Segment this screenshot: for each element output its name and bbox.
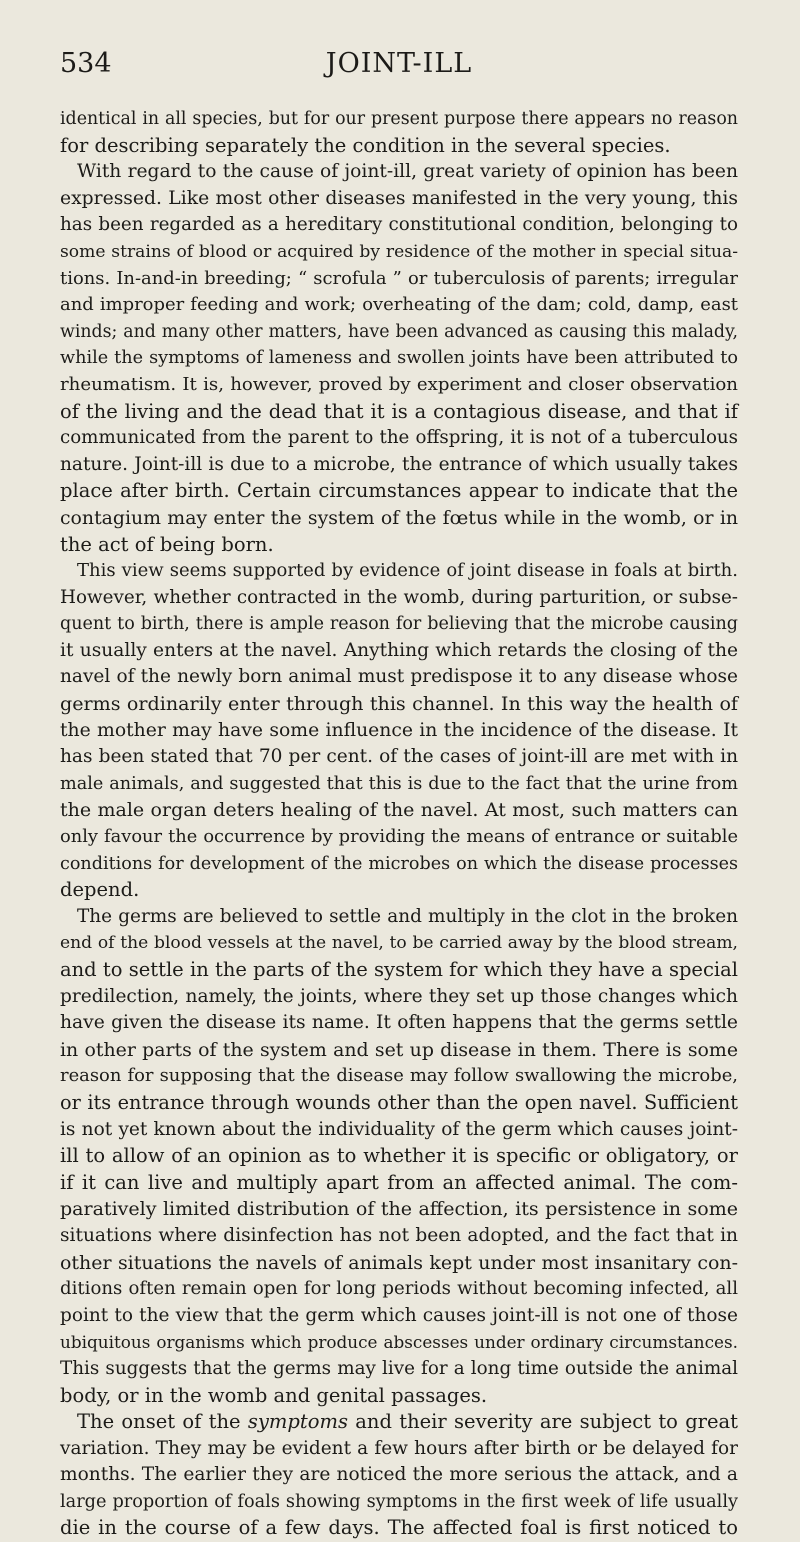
text-line: This view seems supported by evidence of joint disease in foals at birth. <box>77 560 738 582</box>
text-line: end of the blood vessels at the navel, to be carried away by the blood stream, <box>60 933 738 954</box>
text-line: depend. <box>60 878 140 902</box>
text-line: point to the view that the germ which causes joint-ill is not one of those <box>60 1304 738 1326</box>
text-line: while the symptoms of lameness and swollen joints have been attributed to <box>60 348 738 369</box>
text-line: contagium may enter the system of the fœtus while in the womb, or in <box>60 506 738 529</box>
text-line: With regard to the cause of joint-ill, great variety of opinion has been <box>77 161 738 183</box>
text-line: of the living and the dead that it is a contagious disease, and that if <box>60 399 738 423</box>
text-line: ill to allow of an opinion as to whether it is specific or obligatory, or <box>60 1144 738 1168</box>
text-line: identical in all species, but for our present purpose there appears no reason <box>60 109 738 129</box>
text-line: variation. They may be evident a few hours after birth or be delayed for <box>60 1437 738 1459</box>
page-number: 534 <box>60 48 112 79</box>
text-fragment: The onset of the <box>77 1410 241 1434</box>
text-line: tions. In-and-in breeding; “ scrofula ” or tuberculosis of parents; irregular <box>60 267 738 289</box>
text-line: navel of the newly born animal must predispose it to any disease whose <box>60 666 738 688</box>
text-line: other situations the navels of animals kept under most insanitary con- <box>60 1251 738 1274</box>
running-head <box>60 44 738 84</box>
text-line: for describing separately the condition in the several species. <box>60 133 671 157</box>
text-line: has been regarded as a hereditary constitutional condition, belonging to <box>60 214 738 236</box>
text-line: However, whether contracted in the womb, during parturition, or subse- <box>60 586 738 608</box>
text-line: or its entrance through wounds other than the open navel. Sufficient <box>60 1090 738 1114</box>
text-line: winds; and many other matters, have been advanced as causing this malady, <box>60 321 738 342</box>
text-line: This suggests that the germs may live for a long time outside the animal <box>60 1357 738 1379</box>
body-text <box>60 106 738 1542</box>
text-line: if it can live and multiply apart from an affected animal. The com- <box>60 1170 738 1194</box>
text-line: germs ordinarily enter through this channel. In this way the health of <box>60 693 738 716</box>
text-line: it usually enters at the navel. Anything which retards the closing of the <box>60 639 738 661</box>
text-line: rheumatism. It is, however, proved by experiment and closer observation <box>60 373 738 395</box>
book-page <box>60 44 738 1542</box>
text-line: and to settle in the parts of the system for which they have a special <box>60 958 738 981</box>
text-line: conditions for development of the microbes on which the disease processes <box>60 853 738 874</box>
text-line: expressed. Like most other diseases manifested in the very young, this <box>60 187 738 209</box>
text-line: and improper feeding and work; overheating of the dam; cold, damp, east <box>60 294 738 316</box>
text-line: quent to birth, there is ample reason for believing that the microbe causing <box>60 614 738 635</box>
text-line: ubiquitous organisms which produce abscesses under ordinary circumstances. <box>60 1332 738 1353</box>
text-line: nature. Joint-ill is due to a microbe, the entrance of which usually takes <box>60 453 738 475</box>
text-line: only favour the occurrence by providing the means of entrance or suitable <box>60 826 738 848</box>
text-fragment: and their severity are subject to great <box>355 1410 739 1434</box>
text-line: The germs are believed to settle and multiply in the clot in the broken <box>77 905 738 927</box>
text-line: large proportion of foals showing symptoms in the first week of life usually <box>60 1491 738 1512</box>
text-line: paratively limited distribution of the affection, its persistence in some <box>60 1198 738 1221</box>
text-line-symptoms <box>60 1409 738 1436</box>
text-line: have given the disease its name. It often happens that the germs settle <box>60 1012 738 1034</box>
text-line: months. The earlier they are noticed the more serious the attack, and a <box>60 1464 738 1486</box>
text-line: the male organ deters healing of the navel. At most, such matters can <box>60 799 738 822</box>
text-line: male animals, and suggested that this is due to the fact that the urine from <box>60 773 738 794</box>
text-line: predilection, namely, the joints, where they set up those changes which <box>60 985 738 1007</box>
text-line: has been stated that 70 per cent. of the cases of joint-ill are met with in <box>60 746 738 768</box>
text-line: some strains of blood or acquired by residence of the mother in special situa- <box>60 241 738 262</box>
text-line: body, or in the womb and genital passages. <box>60 1383 488 1407</box>
text-line: die in the course of a few days. The affected foal is first noticed to <box>60 1516 738 1540</box>
text-line: place after birth. Certain circumstances appear to indicate that the <box>60 479 738 503</box>
text-line: ditions often remain open for long periods without becoming infected, all <box>60 1278 738 1300</box>
text-line: in other parts of the system and set up disease in them. There is some <box>60 1038 738 1061</box>
text-line: the mother may have some influence in the incidence of the disease. It <box>60 719 738 741</box>
text-line: the act of being born. <box>60 532 274 556</box>
text-line: communicated from the parent to the offspring, it is not of a tuberculous <box>60 427 738 449</box>
running-title: JOINT-ILL <box>325 48 473 79</box>
text-line: situations where disinfection has not been adopted, and the fact that in <box>60 1224 738 1246</box>
text-line: is not yet known about the individuality of the germ which causes joint- <box>60 1118 738 1140</box>
text-line: reason for supposing that the disease may follow swallowing the microbe, <box>60 1065 738 1087</box>
italic-term: symptoms <box>247 1410 348 1434</box>
